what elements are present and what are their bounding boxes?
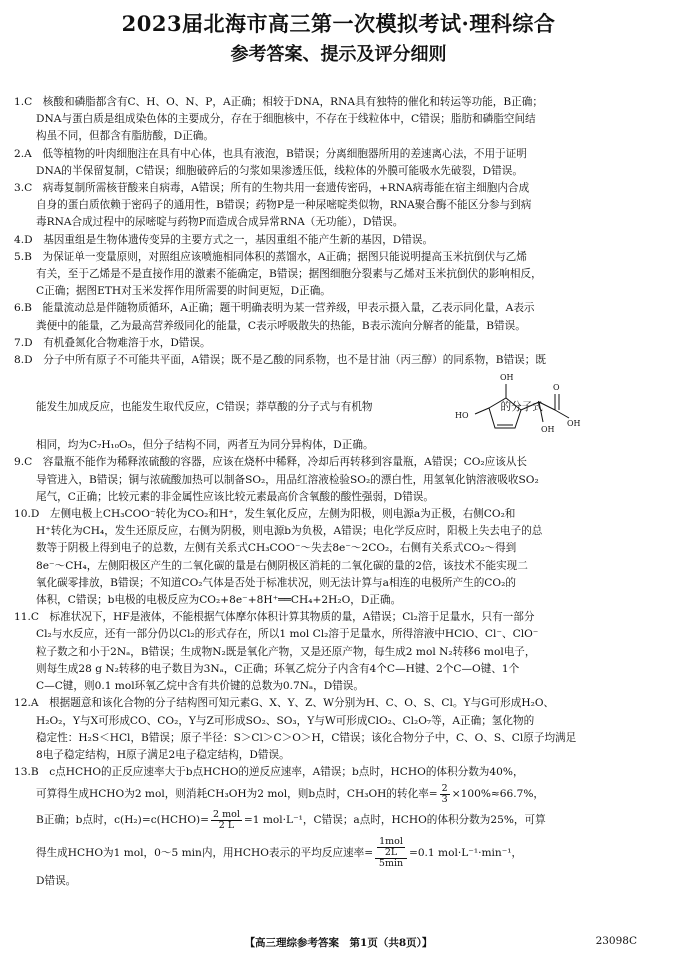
footer-page-info: 【高三理综参考答案 第1页（共8页）】 bbox=[244, 937, 433, 949]
answer-line: 9.C 容量瓶不能作为稀释浓硫酸的容器，应该在烧杯中稀释，冷却后再转移到容量瓶，A错误；CO₂应该从长 bbox=[14, 456, 528, 469]
answer-line: 毒RNA合成过程中的尿嘧啶与药物P而造成合成异常RNA（无功能），D错误。 bbox=[36, 216, 404, 229]
answer-line: 8电子稳定结构，H原子满足2电子稳定结构，D错误。 bbox=[36, 748, 290, 761]
answer-line: 稳定性：H₂S＜HCl，B错误；原子半径：S＞Cl＞C＞O＞H，C错误；该化合物分子中，C、O、S、Cl原子均满足 bbox=[36, 731, 577, 744]
answer-line: 有关，至于乙烯是不是直接作用的激素不能确定，B错误；据图细胞分裂素与乙烯对玉米抗倒伏的影响相反， bbox=[36, 268, 542, 281]
answer-item bbox=[14, 232, 664, 249]
answer-body bbox=[14, 94, 664, 891]
answer-line: 粒子数之和小于2Nₐ，B错误；生成物N₂既是氧化产物，又是还原产物，每生成2 mol N₂转移6 mol电子， bbox=[36, 645, 536, 658]
answer-line: 6.B 能量流动总是伴随物质循环，A正确；题干明确表明为某一营养级，甲表示摄入量，乙表示同化量，A表示 bbox=[14, 302, 535, 315]
mol-label-oh-right: OH bbox=[567, 419, 581, 428]
item8-tail: 相同，均为C₇H₁₀O₅，但分子结构不同，两者互为同分异构体，D正确。 bbox=[36, 439, 374, 452]
answer-item bbox=[14, 146, 664, 180]
item13-line2b: ×100%≈66.7%， bbox=[451, 788, 545, 801]
answer-line: C—C键，则0.1 mol环氧乙烷中含有共价键的总数为0.7Nₐ，D错误。 bbox=[36, 680, 364, 693]
molecule-structure bbox=[451, 370, 591, 450]
answer-line: 1.C 核酸和磷脂都含有C、H、O、N、P，A正确；相较于DNA，RNA具有独特的催化和转运等功能，B正确； bbox=[14, 96, 543, 108]
fraction-2-3: $\frac{2}{3}$ bbox=[441, 782, 448, 805]
answer-line: 12.A 根据题意和该化合物的分子结构图可知元素G、X、Y、Z、W分别为H、C、O、S、Cl。Y与G可形成H₂O、 bbox=[14, 697, 555, 710]
answer-line: H⁺转化为CH₄，发生还原反应，右侧为阴极，则电源b为负极，A错误；电化学反应时，阳极上失去电子的总 bbox=[36, 525, 543, 538]
answer-line: 体积，C错误；b电极的电极反应为CO₂+8e⁻+8H⁺══CH₄+2H₂O，D正确。 bbox=[36, 594, 402, 607]
mol-label-oh-bottom: OH bbox=[541, 425, 555, 434]
item13-line1: 13.B c点HCHO的正反应速率大于b点HCHO的逆反应速率，A错误；b点时，HCHO的体积分数为40%， bbox=[14, 766, 524, 779]
answer-item bbox=[14, 94, 664, 146]
page-title: 2023届北海市高三第一次模拟考试·理科综合 bbox=[121, 11, 556, 36]
item8-before: 能发生加成反应，也能发生取代反应，C错误；莽草酸的分子式与有机物 bbox=[36, 401, 373, 414]
answer-line: 3.C 病毒复制所需核苷酸来自病毒，A错误；所有的生物共用一套遗传密码，+RNA病毒能在宿主细胞内合成 bbox=[14, 182, 530, 195]
answer-item bbox=[14, 454, 664, 506]
answer-item bbox=[14, 335, 664, 352]
mol-label-oh-top: OH bbox=[500, 373, 514, 382]
answer-line: 7.D 有机叠氮化合物难溶于水，D错误。 bbox=[14, 336, 211, 349]
answer-line: 4.D 基因重组是生物体遗传变异的主要方式之一，基因重组不能产生新的基因，D错误。 bbox=[14, 233, 434, 246]
page-subtitle: 参考答案、提示及评分细则 bbox=[230, 44, 447, 65]
answer-item bbox=[14, 249, 664, 301]
answer-item bbox=[14, 180, 664, 232]
answer-item bbox=[14, 300, 664, 334]
item8-after: 的分子式 bbox=[500, 401, 543, 414]
answer-line: DNA与蛋白质是组成染色体的主要成分，存在于细胞核中，不存在于线粒体中，C错误；脂肪和磷脂空间结 bbox=[36, 113, 536, 126]
answer-item bbox=[14, 506, 664, 609]
answer-line: 10.D 左侧电极上CH₃COO⁻转化为CO₂和H⁺，发生氧化反应，左侧为阳极，则电源a为正极，右侧CO₂和 bbox=[14, 508, 516, 521]
answer-line: 8.D 分子中所有原子不可能共平面，A错误；既不是乙酸的同系物，也不是甘油（丙三醇）的同系物，B错误；既 bbox=[14, 354, 546, 367]
answer-line: 2.A 低等植物的叶肉细胞注在具有中心体，也具有液泡，B错误；分离细胞器所用的差速离心法，不用于证明 bbox=[14, 147, 527, 160]
answer-items-9-12 bbox=[14, 454, 664, 764]
mol-label-ho: HO bbox=[455, 411, 469, 420]
answer-item bbox=[14, 352, 664, 369]
item13-line3b: =1 mol·L⁻¹，C错误；a点时，HCHO的体积分数为25%，可算 bbox=[243, 814, 546, 827]
item-13 bbox=[14, 764, 664, 890]
item13-line4a: 得生成HCHO为1 mol，0～5 min内，用HCHO表示的平均反应速率= bbox=[36, 847, 374, 860]
fraction-2mol-2L: $\frac{\text{2 mol}}{2 L}$ bbox=[213, 808, 240, 831]
answer-line: 尾气，C正确；比较元素的非金属性应该比较元素最高价含氧酸的酸性强弱，D错误。 bbox=[36, 490, 434, 503]
answer-item bbox=[14, 609, 664, 695]
answer-items-1-8 bbox=[14, 94, 664, 369]
item13-line4b: =0.1 mol·L⁻¹·min⁻¹， bbox=[408, 847, 523, 860]
answer-line: 粪便中的能量，乙为最高营养级同化的能量，C表示呼吸散失的热能，B表示流向分解者的能量，B错误。 bbox=[36, 319, 526, 332]
answer-line: 自身的蛋白质依赖于密码子的通用性，B错误；药物P是一种尿嘧啶类似物，RNA聚合酶不能区分参与到病 bbox=[36, 199, 532, 212]
answer-line: 则每生成28 g N₂转移的电子数目为3Nₐ，C正确；环氧乙烷分子内含有4个C—H键、2个C—O键、1个 bbox=[36, 662, 520, 675]
answer-line: 导管进入，B错误；铜与浓硫酸加热可以制备SO₂，用品红溶液检验SO₂的漂白性，用氢氧化钠溶液吸收SO₂ bbox=[36, 473, 539, 486]
mol-label-o: O bbox=[553, 383, 560, 392]
item13-line3a: B正确；b点时，c(H₂)=c(HCHO)= bbox=[36, 814, 210, 827]
answer-line: 构虽不同，但都含有脂肪酸，D正确。 bbox=[36, 130, 214, 143]
answer-line: 氧化碳零排放，B错误；不知道CO₂气体是否处于标准状况，则无法计算与a相连的电极所产生的CO₂的 bbox=[36, 576, 516, 589]
answer-line: H₂O₂，Y与X可形成CO、CO₂，Y与Z可形成SO₂、SO₃，Y与W可形成ClO₂、Cl₂O₇等，A正确；氢化物的 bbox=[36, 714, 535, 727]
answer-item bbox=[14, 695, 664, 764]
answer-line: Cl₂与水反应，还有一部分仍以Cl₂的形式存在，所以1 mol Cl₂溶于足量水，所得溶液中HClO、Cl⁻、ClO⁻ bbox=[36, 628, 539, 641]
item13-line2a: 可算得生成HCHO为2 mol，则消耗CH₃OH为2 mol，则b点时，CH₃OH的转化率= bbox=[36, 788, 438, 801]
answer-line: 11.C 标准状况下，HF是液体，不能根据气体摩尔体积计算其物质的量，A错误；Cl₂溶于足量水，只有一部分 bbox=[14, 611, 535, 624]
footer-code: 23098C bbox=[595, 935, 637, 947]
answer-line: DNA的半保留复制，C错误；细胞破碎后的匀浆如果渗透压低，线粒体的外膜可能吸水先破裂，D错误。 bbox=[36, 164, 523, 177]
answer-line: 8e⁻～CH₄，左侧阳极区产生的二氧化碳的量是右侧阴极区消耗的二氧化碳的量的2倍，该技术不能实现二 bbox=[36, 559, 528, 572]
fraction-rate: $\frac{\frac{\text{1mol}}{2L}}{5\min}$ bbox=[375, 837, 407, 869]
item13-line5: D错误。 bbox=[36, 875, 77, 888]
answer-line: C正确；据图ETH对玉米发挥作用所需要的时间更短，D正确。 bbox=[36, 285, 331, 298]
answer-line: 数等于阴极上得到电子的总数，左侧有关系式CH₃COO⁻～失去8e⁻～2CO₂，右侧有关系式CO₂～得到 bbox=[36, 542, 517, 555]
answer-line: 5.B 为保证单一变量原则，对照组应该喷施相同体积的蒸馏水，A正确；据图只能说明提高玉米抗倒伏与乙烯 bbox=[14, 250, 527, 263]
